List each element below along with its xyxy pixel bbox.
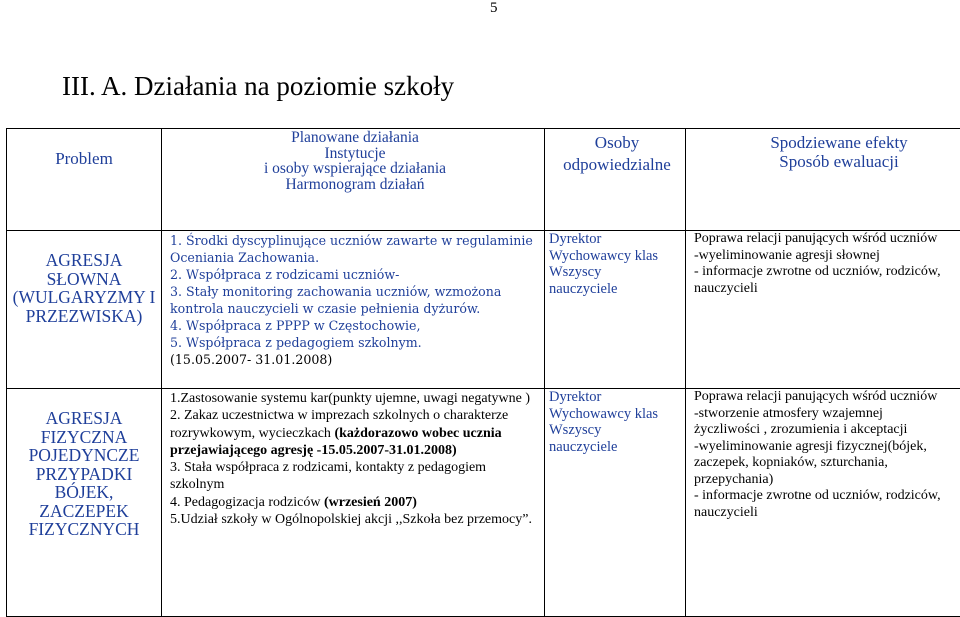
action-schedule: (wrzesień 2007) [324,495,417,510]
effect-line: zaczepek, kopniaków, szturchania, [694,455,960,472]
responsible-line: Dyrektor [549,231,685,248]
effect-line: -stworzenie atmosfery wzajemnej [694,406,960,423]
effects-cell [686,231,960,389]
effect-line: przepychania) [694,472,960,489]
schedule: (15.05.2007- 31.01.2008) [170,351,540,368]
action-item: 1.Zastosowanie systemu kar(punkty ujemne, uwagi negatywne ) [170,390,540,407]
problem-line: PRZYPADKI [7,465,161,484]
effect-line: - informacje zwrotne od uczniów, rodziców, [694,488,960,505]
table-header-row [7,129,960,231]
problem-line: (WULGARYZMY I [7,288,161,307]
effect-line: -wyeliminowanie agresji fizycznej(bójek, [694,439,960,456]
responsible-cell [545,231,686,389]
header-actions-line: Harmonogram działań [170,177,540,193]
effect-line: życzliwości , zrozumienia i akceptacji [694,422,960,439]
responsible-cell [545,389,686,617]
header-effects [686,129,960,231]
problem-line: BÓJEK, [7,483,161,502]
action-schedule: (każdorazowo wobec ucznia przejawiającego agresję -15.05.2007-31.01.2008) [170,426,502,458]
problem-line: FIZYCZNA [7,428,161,447]
responsible-line: Wszyscy [549,264,685,281]
action-item: 5.Udział szkoły w Ogólnopolskiej akcji ,,Szkoła bez przemocy”. [170,511,540,528]
action-item: 3. Stała współpraca z rodzicami, kontakty z pedagogiem szkolnym [170,459,540,494]
header-effects-line: Sposób ewaluacji [694,152,960,171]
problem-cell [7,389,162,617]
header-actions-line: Instytucje [170,146,540,162]
header-actions-line: Planowane działania [170,130,540,146]
problem-line: ZACZEPEK [7,502,161,521]
section-title: III. A. Działania na poziomie szkoły [62,71,454,102]
responsible-line: nauczyciele [549,281,685,298]
responsible-line: Dyrektor [549,389,685,406]
action-item: 5. Współpraca z pedagogiem szkolnym. [170,334,540,351]
effect-line: - informacje zwrotne od uczniów, rodziców, [694,264,960,281]
effect-line: Poprawa relacji panujących wśród uczniów [694,231,960,248]
action-item: 4. Współpraca z PPPP w Częstochowie, [170,317,540,334]
responsible-line: nauczyciele [549,439,685,456]
problem-line: POJEDYNCZE [7,446,161,465]
page-number: 5 [490,0,498,17]
action-item: 1. Środki dyscyplinujące uczniów zawarte w regulaminie Oceniania Zachowania. [170,232,540,266]
action-item [170,407,540,459]
problem-line: FIZYCZNYCH [7,520,161,539]
actions-cell [162,389,545,617]
problem-line: PRZEZWISKA) [7,307,161,326]
effect-line: nauczycieli [694,505,960,522]
header-responsible-line: Osoby [549,132,685,154]
problem-line: AGRESJA [7,251,161,270]
table-row [7,231,960,389]
action-item: 3. Stały monitoring zachowania uczniów, wzmożona kontrola nauczycieli w czasie pełnienia dyżurów. [170,283,540,317]
effect-line: Poprawa relacji panujących wśród uczniów [694,389,960,406]
header-actions-line: i osoby wspierające działania [170,161,540,177]
header-actions [162,129,545,231]
effects-cell [686,389,960,617]
problem-line: AGRESJA [7,409,161,428]
problem-cell [7,231,162,389]
responsible-line: Wszyscy [549,422,685,439]
action-item [170,494,540,511]
header-effects-line: Spodziewane efekty [694,133,960,152]
header-responsible-line: odpowiedzialne [549,154,685,176]
table-row [7,389,960,617]
action-text: 2. Zakaz uczestnictwa w imprezach szkolnych o charakterze rozrywkowym, wycieczkach [170,408,508,440]
header-responsible [545,129,686,231]
action-item: 2. Współpraca z rodzicami uczniów- [170,266,540,283]
header-problem: Problem [7,129,162,231]
effect-line: -wyeliminowanie agresji słownej [694,248,960,265]
effect-line: nauczycieli [694,281,960,298]
action-text: 4. Pedagogizacja rodziców [170,495,324,510]
responsible-line: Wychowawcy klas [549,248,685,265]
problem-line: SŁOWNA [7,270,161,289]
actions-cell [162,231,545,389]
action-plan-table [6,128,960,617]
responsible-line: Wychowawcy klas [549,406,685,423]
